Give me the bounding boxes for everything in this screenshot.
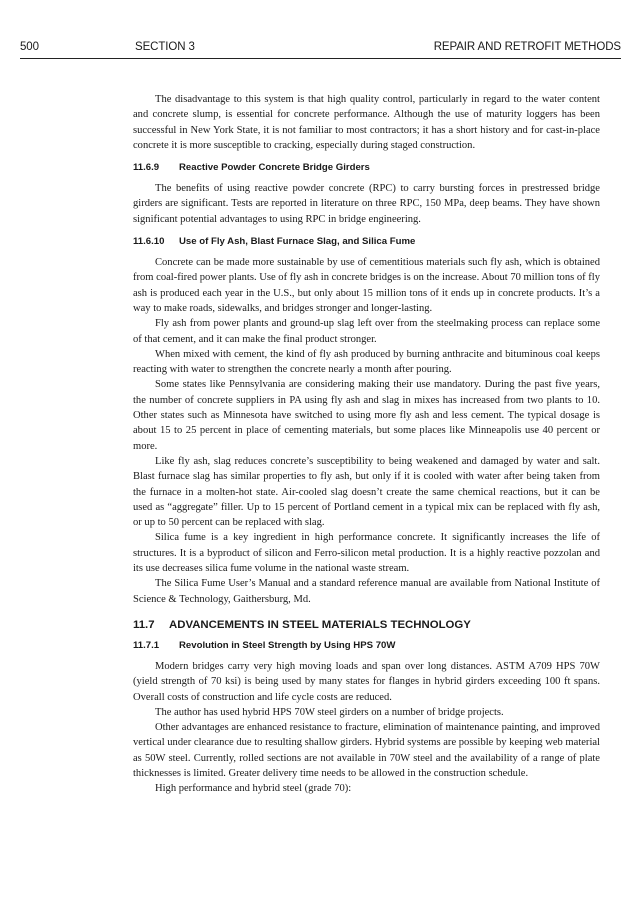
body-paragraph: The author has used hybrid HPS 70W steel girders on a number of bridge projects. — [155, 706, 504, 718]
subsection-title: Revolution in Steel Strength by Using HPS 70W — [179, 639, 396, 651]
subsection-heading-11-7-1 — [133, 639, 600, 652]
header-rule — [20, 58, 621, 59]
body-paragraph: Modern bridges carry very high moving loads and span over long distances. ASTM A709 HPS 70W (yield strength of 70 ksi) is being used by many states for flanges in hybrid girders exceeding 100 ft spans. Overall costs of construction and life cycle costs are reduced. — [133, 660, 600, 703]
body-paragraph: The Silica Fume User’s Manual and a standard reference manual are available from National Institute of Science & Technology, Gaithersburg, Md. — [133, 578, 600, 605]
body-paragraph: Concrete can be made more sustainable by use of cementitious materials such fly ash, which is obtained from coal-fired power plants. Use of fly ash in concrete bridges is on the increase. About 70 million tons of fly ash is produced each year in the U.S., but only about 15 million tons of it ends up in concrete products. It’s a way to make roads, sidewalks, and bridges stronger and longer-lasting. — [133, 257, 600, 314]
subsection-title: Use of Fly Ash, Blast Furnace Slag, and Silica Fume — [179, 236, 416, 248]
body-paragraph: High performance and hybrid steel (grade 70): — [155, 783, 352, 795]
chapter-title: REPAIR AND RETROFIT METHODS — [433, 41, 621, 53]
page-number: 500 — [20, 41, 39, 53]
body-paragraph: Silica fume is a key ingredient in high performance concrete. It significantly increases the life of structures. It is a byproduct of silicon and Ferro-silicon metal production. It is a highly reactive pozzolan and its use decreases silica fume volume in the national waste stream. — [133, 532, 600, 575]
body-paragraph: When mixed with cement, the kind of fly ash produced by burning anthracite and bituminous coal keeps reacting with water to strengthen the concrete nearly a month after pouring. — [133, 348, 600, 376]
page-header — [20, 41, 621, 57]
subsection-title: Reactive Powder Concrete Bridge Girders — [179, 162, 370, 174]
subsection-number: 11.6.9 — [133, 162, 160, 174]
section-label: SECTION 3 — [135, 41, 195, 53]
subsection-heading-11-6-10 — [133, 235, 600, 248]
subsection-heading-11-6-9 — [133, 161, 600, 174]
page-body — [133, 92, 600, 797]
section-title: ADVANCEMENTS IN STEEL MATERIALS TECHNOLOGY — [169, 618, 471, 631]
section-heading-11-7 — [133, 618, 600, 633]
body-paragraph: The benefits of using reactive powder concrete (RPC) to carry bursting forces in prestressed bridge girders are significant. Tests are reported in literature on three RPC, 150 MPa, deep beams. They have shown significant potential advantages to using RPC in bridge engineering. — [133, 183, 600, 225]
body-paragraph: The disadvantage to this system is that high quality control, particularly in regard to the water content and concrete slump, is essential for concrete performance. Although the use of maturity loggers has been successful in New York State, it is not familiar to most contractors; it has a short history and for cast-in-place concrete it is more susceptible to cracking, especially during staged construction. — [133, 94, 600, 151]
subsection-number: 11.6.10 — [133, 236, 165, 248]
subsection-number: 11.7.1 — [133, 639, 160, 651]
section-number: 11.7 — [133, 618, 155, 631]
body-paragraph: Like fly ash, slag reduces concrete’s susceptibility to being weakened and damaged by water and salt. Blast furnace slag has similar properties to fly ash, but only if it is cooled with water after being taken from the furnace in a molten-hot state. Air-cooled slag doesn’t create the same chemical reactions, but it can be used as “aggregate” filler. Up to 15 percent of Portland cement in a typical mix can be replaced with fly ash, or up to 50 percent can be replaced with slag. — [133, 455, 600, 529]
body-paragraph: Other advantages are enhanced resistance to fracture, elimination of maintenance painting, and improved vertical under clearance due to resulting shallow girders. Hybrid systems are possible by keeping web material as 50W steel. Currently, rolled sections are not available in 70W steel and the availability of a range of plate thicknesses is limited. Greater delivery time needs to be allowed in the construction schedule. — [133, 722, 600, 779]
body-paragraph: Fly ash from power plants and ground-up slag left over from the steelmaking process can replace some of that cement, and it can make the final product stronger. — [133, 318, 600, 345]
body-paragraph: Some states like Pennsylvania are considering making their use mandatory. During the past five years, the number of concrete suppliers in PA using fly ash and slag in mixes has increased from two plants to 10. Other states such as Minnesota have switched to using more fly ash and less cement. The typical dosage is about 15 to 25 percent in place of cementing materials, but some places like Minneapolis use 40 percent or more. — [133, 379, 600, 452]
